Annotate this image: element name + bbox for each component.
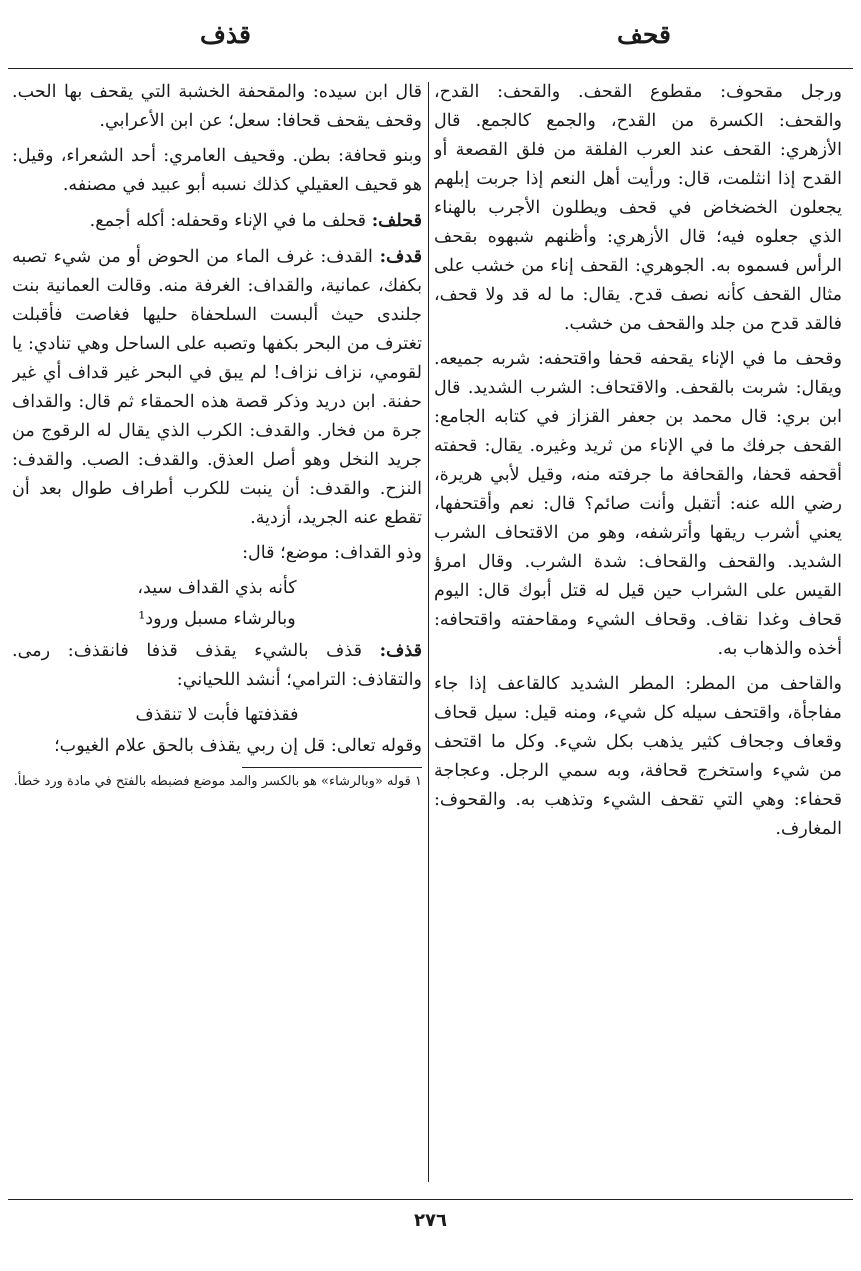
left-column	[12, 78, 422, 1188]
verse-line: وبالرشاء مسبل ورود¹	[138, 609, 296, 629]
entry-qahlaf	[12, 206, 422, 236]
headword: قذف:	[379, 640, 422, 661]
quran-quote: وقوله تعالى: قل إن ربي يقذف بالحق علام الغيوب؛	[54, 736, 422, 756]
bottom-rule	[8, 1199, 853, 1200]
entry-qadhaf	[12, 636, 422, 695]
entry-text: القدف: غرف الماء من الحوض أو من شيء تصبه بكفك، عمانية، والقداف: الغرفة منه. وقالت العمانية بنت جلندى حيث ألبست السلحفاة حليها فغاصت فأقبلت تغترف من البحر بكفها وتصبه على الساحل وهي تنادي: يا لقومي، نزاف نزاف! لم يبق في البحر غير قداف أي غير حفنة. ابن دريد وذكر قصة هذه الحمقاء ثم قال: والقداف جرة من فخار. والقدف: الكرب الذي يقال له الرقوج من جريد النخل وهو أصل العذق. والقدف: الصب. والقدف: النزح. والقدف: أن ينبت للكرب أطراف طوال بعد أن تقطع عنه الجريد، أزدية.	[12, 247, 422, 528]
footnote-rule	[242, 767, 422, 768]
top-rule	[8, 68, 853, 69]
right-column-header: قحف	[617, 20, 671, 49]
entry-paragraph: وقحف ما في الإناء يقحفه قحفا واقتحفه: شربه جميعه. ويقال: شربت بالقحف. والاقتحاف: الشرب الشديد. قال ابن بري: قال محمد بن جعفر القزاز في كتابه الجامع: القحف جرفك ما في الإناء من ثريد وغيره. يقال: قحفته أقحفه قحفا، والقحافة ما جرفته منه، وقيل لأبي هريرة، رضي الله عنه: أتقبل وأنت صائم؟ قال: نعم وأقتحفها، يعني أشرب ريقها وأترشفه، وهو من الاقتحاف الشرب الشديد. والقحف والقحاف: شدة الشرب. وقال امرؤ القيس على الشراب حين قيل له قتل أبوك قال: اليوم قحاف وغدا نقاف. وقحاف الشيء ومقاحفته واقتحافه: أخذه والذهاب به.	[434, 349, 842, 659]
entry-paragraph: والقاحف من المطر: المطر الشديد كالقاعف إذا جاء مفاجأة، واقتحف سيله كل شيء، ومنه قيل: سيل قحاف وقعاف وجحاف كثير يذهب بكل شيء. وكل ما اقتحف من شيء واستخرج قحافة، وبه سمي الرجل. وعجاجة قحفاء: وهي التي تقحف الشيء وتذهب به. والقحوف: المغارف.	[434, 674, 842, 839]
entry-paragraph: وبنو قحافة: بطن. وقحيف العامري: أحد الشعراء، وقيل: هو قحيف العقيلي كذلك نسبه أبو عبيد في مصنفه.	[12, 146, 422, 195]
left-column-header: قذف	[200, 20, 251, 49]
headword: قحلف:	[371, 210, 422, 231]
entry-paragraph: ورجل مقحوف: مقطوع القحف. والقحف: القدح، والقحف: الكسرة من القدح، والجمع كالجمع. قال الأزهري: القحف عند العرب الفلقة من فلق القصعة أو القدح إذا انثلمت، قال: ورأيت أهل النعم إذا جربت إبلهم يجعلون الخضخاض في قحف ويطلون الأجرب بالهناء الذي جعلوه فيه؛ قال الأزهري: وأظنهم شبهوه بقحف الرأس فسموه به. الجوهري: القحف إناء من خشب على مثال القحف كأنه نصف قدح. يقال: ما له قد ولا قحف، فالقد قدح من جلد والقحف من خشب.	[434, 82, 842, 334]
page-number: ٢٧٦	[414, 1210, 447, 1231]
entry-text: قذف بالشيء يقذف قذفا فانقذف: رمى. والتقاذف: الترامي؛ أنشد اللحياني:	[12, 641, 422, 690]
headword: قدف:	[379, 246, 422, 267]
right-column	[434, 78, 842, 1188]
entry-text: قحلف ما في الإناء وقحفله: أكله أجمع.	[89, 211, 367, 231]
verse-line: فقذفتها فأبت لا تنقذف	[135, 705, 299, 725]
verse-line: كأنه بذي القداف سيد،	[137, 578, 297, 598]
footnote: ١ قوله «وبالرشاء» هو بالكسر والمد موضع فضبطه بالفتح في مادة ورد خطأ.	[13, 774, 422, 789]
entry-paragraph: وذو القداف: موضع؛ قال:	[242, 543, 422, 563]
column-divider	[428, 82, 429, 1182]
entry-qadaf	[12, 242, 422, 533]
entry-paragraph: قال ابن سيده: والمقحفة الخشبة التي يقحف بها الحب. وقحف يقحف قحافا: سعل؛ عن ابن الأعرابي.	[12, 82, 422, 131]
